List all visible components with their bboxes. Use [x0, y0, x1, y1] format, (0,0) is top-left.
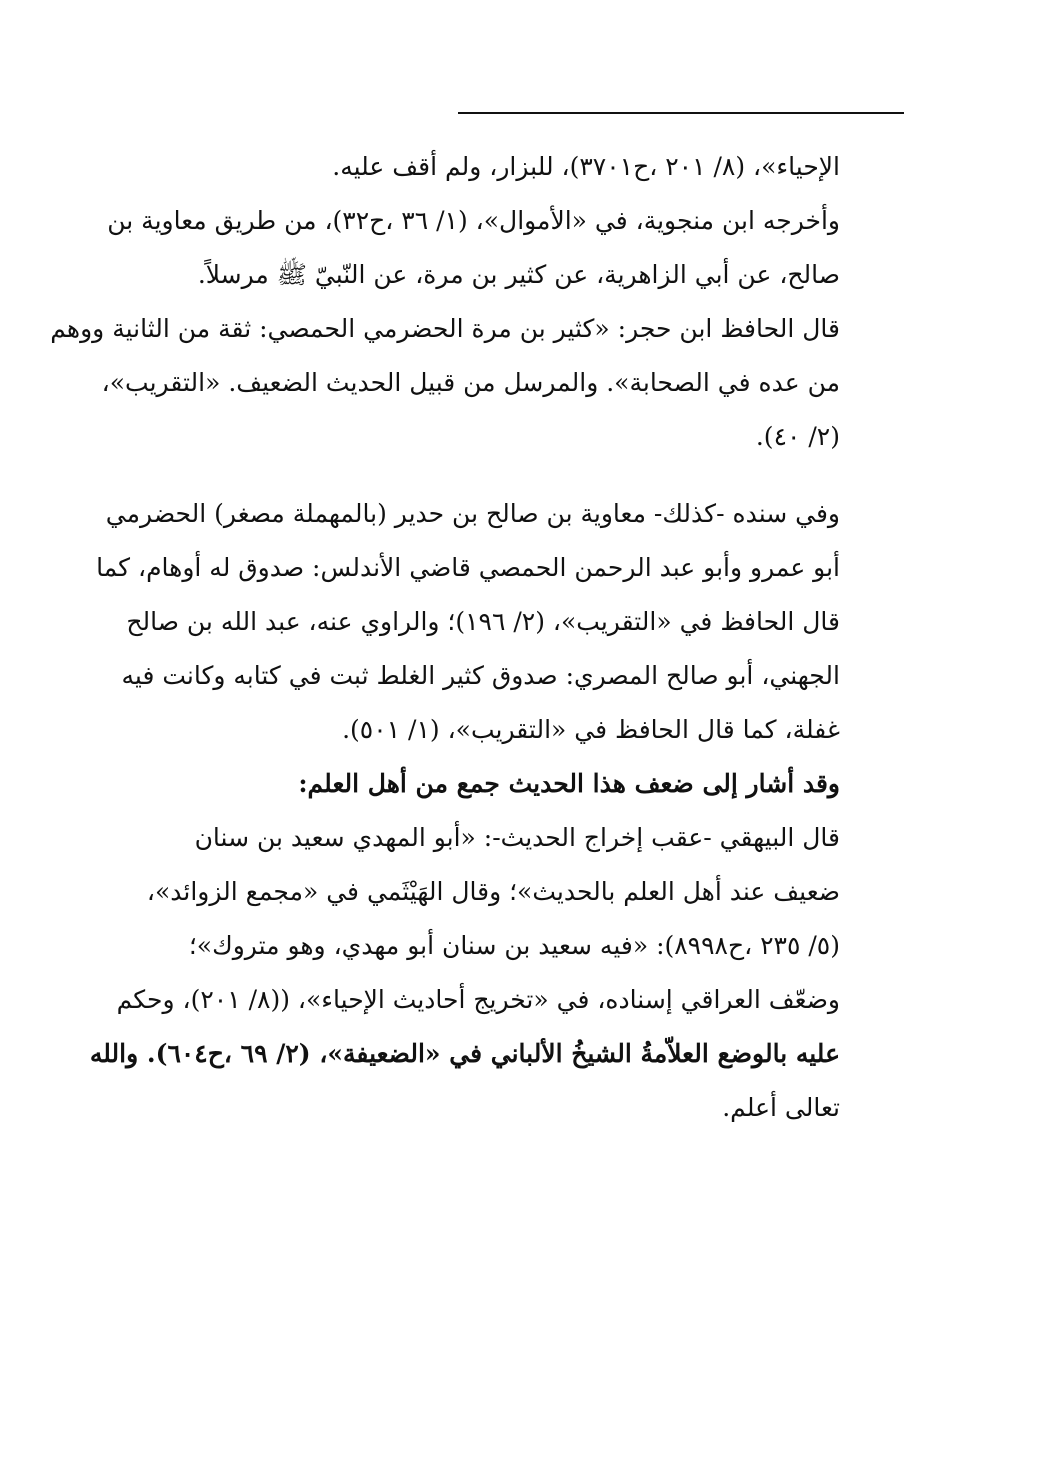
footnote-separator-rule	[458, 112, 904, 114]
text-line: وضعّف العراقي إسناده، في «تخريج أحاديث الإحياء»، ((٨/ ٢٠١)، وحكم	[116, 985, 840, 1014]
footnote-paragraph-1	[50, 140, 840, 464]
text-line: (٢/ ٤٠).	[755, 422, 840, 451]
text-line: صالح، عن أبي الزاهرية، عن كثير بن مرة، عن النّبيّ ﷺ مرسلاً.	[197, 260, 840, 289]
text-line: (٥/ ٢٣٥ ،ح٨٩٩٨): «فيه سعيد بن سنان أبو مهدي، وهو متروك»؛	[188, 931, 840, 960]
text-line: وأخرجه ابن منجوية، في «الأموال»، (١/ ٣٦ ،ح٣٢)، من طريق معاوية بن	[107, 206, 840, 235]
text-line: قال الحافظ في «التقريب»، (٢/ ١٩٦)؛ والراوي عنه، عبد الله بن صالح	[126, 607, 840, 636]
section-heading: وقد أشار إلى ضعف هذا الحديث جمع من أهل العلم:	[298, 769, 840, 798]
text-line: قال الحافظ ابن حجر: «كثير بن مرة الحضرمي الحمصي: ثقة من الثانية ووهم	[50, 314, 840, 343]
text-line: وفي سنده -كذلك- معاوية بن صالح بن حدير (بالمهملة مصغر) الحضرمي	[105, 499, 840, 528]
text-line: الإحياء»، (٨/ ٢٠١ ،ح٣٧٠١)، للبزار، ولم أقف عليه.	[332, 152, 840, 181]
text-line: قال البيهقي -عقب إخراج الحديث-: «أبو المهدي سعيد بن سنان	[194, 823, 840, 852]
text-line: الجهني، أبو صالح المصري: صدوق كثير الغلط ثبت في كتابه وكانت فيه	[121, 661, 840, 690]
text-line: عليه بالوضع العلاّمةُ الشيخُ الألباني في «الضعيفة»، (٢/ ٦٩ ،ح٦٠٤). والله	[89, 1039, 840, 1068]
text-line: من عده في الصحابة». والمرسل من قبيل الحديث الضعيف. «التقريب»،	[101, 368, 840, 397]
text-line: أبو عمرو وأبو عبد الرحمن الحمصي قاضي الأندلس: صدوق له أوهام، كما	[96, 553, 840, 582]
text-line: ضعيف عند أهل العلم بالحديث»؛ وقال الهَيْثَمي في «مجمع الزوائد»،	[146, 877, 840, 906]
text-line: غفلة، كما قال الحافظ في «التقريب»، (١/ ٥٠١).	[342, 715, 840, 744]
footnote-paragraph-2	[89, 487, 840, 1135]
text-line: تعالى أعلم.	[722, 1093, 840, 1122]
